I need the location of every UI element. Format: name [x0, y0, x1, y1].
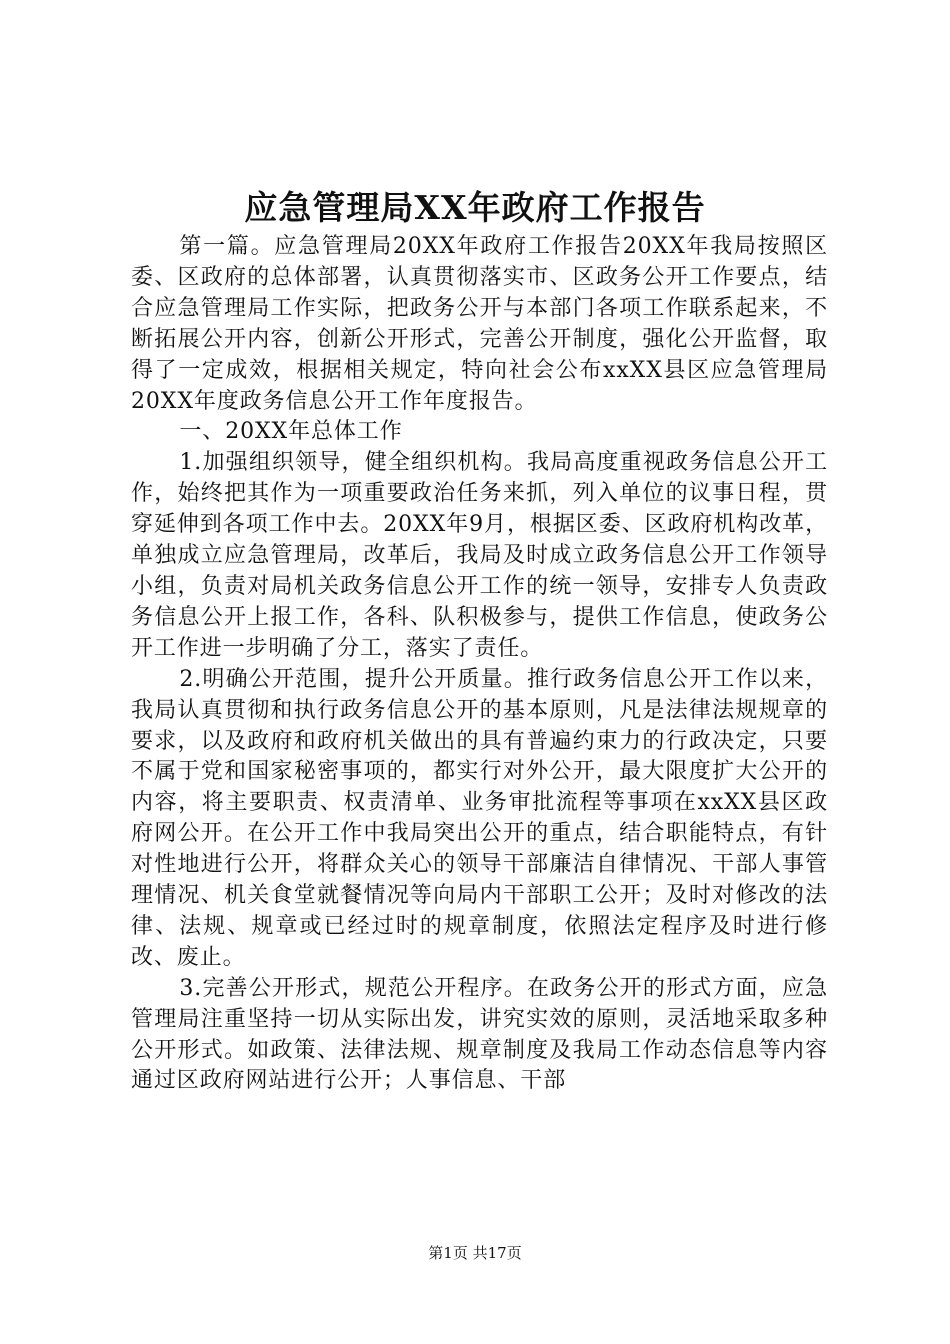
page-number-footer: 第1页 共17页 [428, 1244, 522, 1262]
document-body [131, 232, 828, 1097]
section-heading: 一、20XX年总体工作 [179, 419, 403, 445]
paragraph-intro: 第一篇。应急管理局20XX年政府工作报告20XX年我局按照区委、区政府的总体部署，认真贯彻落实市、区政务公开工作要点，结合应急管理局工作实际，把政务公开与本部门各项工作联系起来，不断拓展公开内容，创新公开形式，完善公开制度，强化公开监督，取得了一定成效，根据相关规定，特向社会公布xxXX县区应急管理局20XX年度政务信息公开工作年度报告。 [131, 234, 828, 414]
paragraph-item-3: 3.完善公开形式，规范公开程序。在政务公开的形式方面，应急管理局注重坚持一切从实际出发，讲究实效的原则，灵活地采取多种公开形式。如政策、法律法规、规章制度及我局工作动态信息等内容通过区政府网站进行公开；人事信息、干部 [131, 975, 828, 1094]
document-title: 应急管理局XX年政府工作报告 [244, 188, 706, 227]
paragraph-item-1: 1.加强组织领导，健全组织机构。我局高度重视政务信息公开工作，始终把其作为一项重要政治任务来抓，列入单位的议事日程，贯穿延伸到各项工作中去。20XX年9月，根据区委、区政府机构改革，单独成立应急管理局，改革后，我局及时成立政务信息公开工作领导小组，负责对局机关政务信息公开工作的统一领导，安排专人负责政务信息公开上报工作，各科、队积极参与，提供工作信息，使政务公开工作进一步明确了分工，落实了责任。 [131, 450, 828, 661]
paragraph-item-2: 2.明确公开范围，提升公开质量。推行政务信息公开工作以来，我局认真贯彻和执行政务信息公开的基本原则，凡是法律法规规章的要求，以及政府和政府机关做出的具有普遍约束力的行政决定，只要不属于党和国家秘密事项的，都实行对外公开，最大限度扩大公开的内容，将主要职责、权责清单、业务审批流程等事项在xxXX县区政府网公开。在公开工作中我局突出公开的重点，结合职能特点，有针对性地进行公开，将群众关心的领导干部廉洁自律情况、干部人事管理情况、机关食堂就餐情况等向局内干部职工公开；及时对修改的法律、法规、规章或已经过时的规章制度，依照法定程序及时进行修改、废止。 [131, 666, 828, 970]
